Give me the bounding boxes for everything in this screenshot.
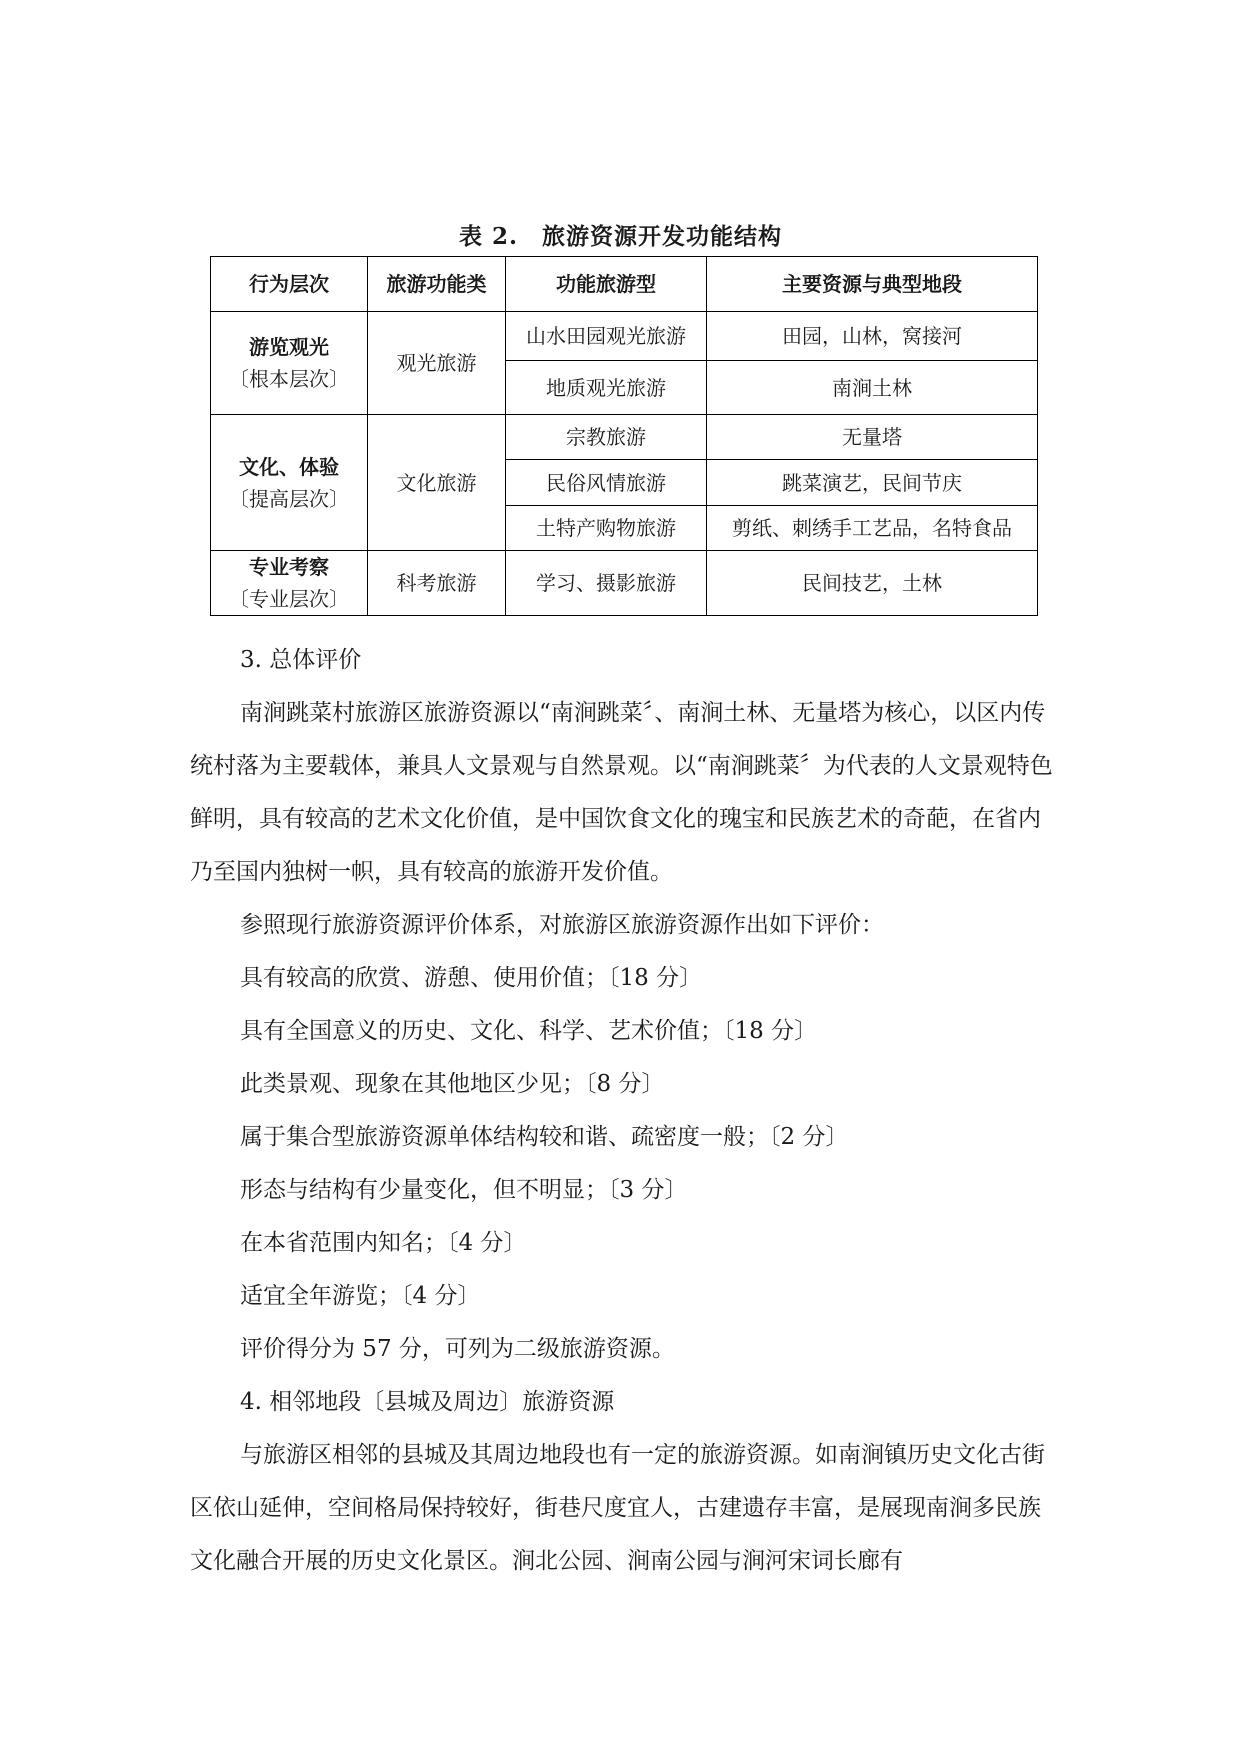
category-cell: 观光旅游 <box>368 312 506 415</box>
evaluation-item: 适宜全年游览；〔4 分〕 <box>240 1283 481 1309</box>
type-cell: 地质观光旅游 <box>506 361 707 415</box>
level-cell <box>211 312 368 415</box>
paragraph: 参照现行旅游资源评价体系，对旅游区旅游资源作出如下评价： <box>240 912 884 938</box>
header-category: 旅游功能类 <box>368 257 506 312</box>
type-cell: 民俗风情旅游 <box>506 460 707 506</box>
evaluation-item: 形态与结构有少量变化，但不明显；〔3 分〕 <box>240 1177 688 1203</box>
resource-cell: 无量塔 <box>707 415 1038 460</box>
document-body <box>190 634 1060 1588</box>
header-level: 行为层次 <box>211 257 368 312</box>
evaluation-item: 在本省范围内知名；〔4 分〕 <box>240 1230 527 1256</box>
evaluation-item: 此类景观、现象在其他地区少见；〔8 分〕 <box>240 1071 665 1097</box>
paragraph: 与旅游区相邻的县城及其周边地段也有一定的旅游资源。如南涧镇历史文化古街区依山延伸，空间格局保持较好，街巷尺度宜人，古建遗存丰富，是展现南涧多民族文化融合开展的历史文化景区。涧北公园、涧南公园与涧河宋词长廊有 <box>190 1442 1045 1574</box>
level-cell <box>211 551 368 616</box>
evaluation-item: 具有全国意义的历史、文化、科学、艺术价值；〔18 分〕 <box>240 1018 818 1044</box>
table-row <box>211 312 1038 361</box>
evaluation-item: 具有较高的欣赏、游憩、使用价值；〔18 分〕 <box>240 965 703 991</box>
table-row <box>211 415 1038 460</box>
function-structure-table <box>210 256 1038 616</box>
level-name: 文化、体验 <box>239 454 339 479</box>
table-header-row <box>211 257 1038 312</box>
table-caption: 表 2. 旅游资源开发功能结构 <box>458 223 783 250</box>
header-type: 功能旅游型 <box>506 257 707 312</box>
section-heading: 4. 相邻地段〔县城及周边〕旅游资源 <box>240 1389 615 1415</box>
evaluation-item: 属于集合型旅游资源单体结构较和谐、疏密度一般；〔2 分〕 <box>240 1124 849 1150</box>
header-resource: 主要资源与典型地段 <box>707 257 1038 312</box>
evaluation-summary: 评价得分为 57 分，可列为二级旅游资源。 <box>240 1336 675 1362</box>
paragraph: 南涧跳菜村旅游区旅游资源以“南涧跳菜〞、南涧土林、无量塔为核心，以区内传统村落为主要载体，兼具人文景观与自然景观。以“南涧跳菜〞为代表的人文景观特色鲜明，具有较高的艺术文化价值，是中国饮食文化的瑰宝和民族艺术的奇葩，在省内乃至国内独树一帜，具有较高的旅游开发价值。 <box>190 700 1053 885</box>
resource-cell: 跳菜演艺，民间节庆 <box>707 460 1038 506</box>
type-cell: 山水田园观光旅游 <box>506 312 707 361</box>
type-cell: 土特产购物旅游 <box>506 506 707 551</box>
resource-cell: 民间技艺，土林 <box>707 551 1038 616</box>
type-cell: 宗教旅游 <box>506 415 707 460</box>
table-row <box>211 551 1038 616</box>
category-cell: 科考旅游 <box>368 551 506 616</box>
level-sub: 〔专业层次〕 <box>229 587 349 611</box>
level-sub: 〔根本层次〕 <box>229 367 349 391</box>
level-name: 专业考察 <box>249 555 329 579</box>
level-sub: 〔提高层次〕 <box>229 486 349 511</box>
resource-cell: 南涧土林 <box>707 361 1038 415</box>
category-cell: 文化旅游 <box>368 415 506 551</box>
resource-cell: 剪纸、刺绣手工艺品，名特食品 <box>707 506 1038 551</box>
level-cell <box>211 415 368 551</box>
section-heading: 3. 总体评价 <box>240 647 362 673</box>
type-cell: 学习、摄影旅游 <box>506 551 707 616</box>
level-name: 游览观光 <box>249 335 329 359</box>
resource-cell: 田园，山林，窝接河 <box>707 312 1038 361</box>
